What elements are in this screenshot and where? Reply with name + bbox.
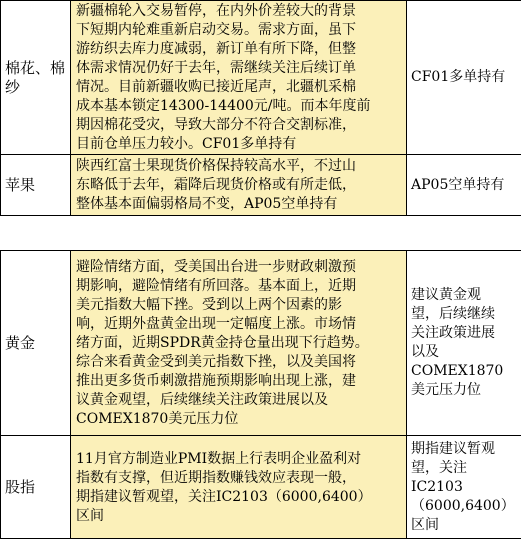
strategy-text: 建议黄金观 望，后续继续 关注政策进展 以及COMEX1870 美元压力位 <box>411 286 521 400</box>
commodity-name: 黄金 <box>5 334 70 353</box>
strategy-cell <box>407 155 521 216</box>
strategy-cell <box>407 251 521 436</box>
commodity-name-cell <box>1 436 71 539</box>
analysis-cell <box>71 251 407 436</box>
commodity-name: 棉花、棉 纱 <box>5 59 70 97</box>
analysis-cell <box>71 155 407 216</box>
commodity-name: 股指 <box>5 478 70 497</box>
strategy-text: CF01多单持有 <box>411 68 521 87</box>
analysis-text: 避险情绪方面，受美国出台进一步财政刺激预 期影响，避险情绪有所回落。基本面上，近期 美元指数大幅下挫。受到以上两个因素的影 响，近期外盘黄金出现一定幅度上涨。市场情 绪方面，近期SPDR黄金持仓量出现下行趋势。 综合来看黄金受到美元指数下挫，以及美国将 推出更多货币刺激措施预期影响出现上涨，建 议黄金观望，后续继续关注政策进展以及 COMEX1870美元压力位 <box>76 258 403 429</box>
table-row-gold <box>1 251 521 436</box>
table-row-cotton <box>1 1 521 155</box>
table-gap <box>1 216 521 251</box>
strategy-text: 期指建议暂观 望，关注 IC2103 （6000,6400） 区间 <box>411 440 521 535</box>
table-row-apple <box>1 155 521 216</box>
commodity-name-cell <box>1 155 71 216</box>
strategy-text: AP05空单持有 <box>411 176 521 195</box>
strategy-cell <box>407 436 521 539</box>
commodity-name: 苹果 <box>5 176 70 195</box>
table-row-index <box>1 436 521 539</box>
analysis-text: 11月官方制造业PMI数据上行表明企业盈利对 指数有支撑，但近期指数赚钱效应表现一般， 期指建议暂观望，关注IC2103（6000,6400） 区间 <box>76 450 403 526</box>
analysis-cell <box>71 1 407 155</box>
commodity-name-cell <box>1 251 71 436</box>
gap-cell <box>1 216 521 251</box>
analysis-text: 陕西红富士果现货价格保持较高水平，不过山 东略低于去年，霜降后现货价格或有所走低， 整体基本面偏弱格局不变，AP05空单持有 <box>76 157 403 214</box>
analysis-text: 新疆棉轮入交易暂停，在内外价差较大的背景 下短期内轮难重新启动交易。需求方面，虽下 游纺织去库力度减弱，新订单有所下降，但整 体需求情况仍好于去年，需继续关注后续订单 情况。目前新疆收购已接近尾声，北疆机采棉 成本基本锁定14300-14400元/吨。而本年度前 期因棉花受灾，导致大部分不符合交割标准， 目前仓单压力较小。CF01多单持有 <box>76 2 403 154</box>
analysis-cell <box>71 436 407 539</box>
strategy-cell <box>407 1 521 155</box>
commodity-name-cell <box>1 1 71 155</box>
